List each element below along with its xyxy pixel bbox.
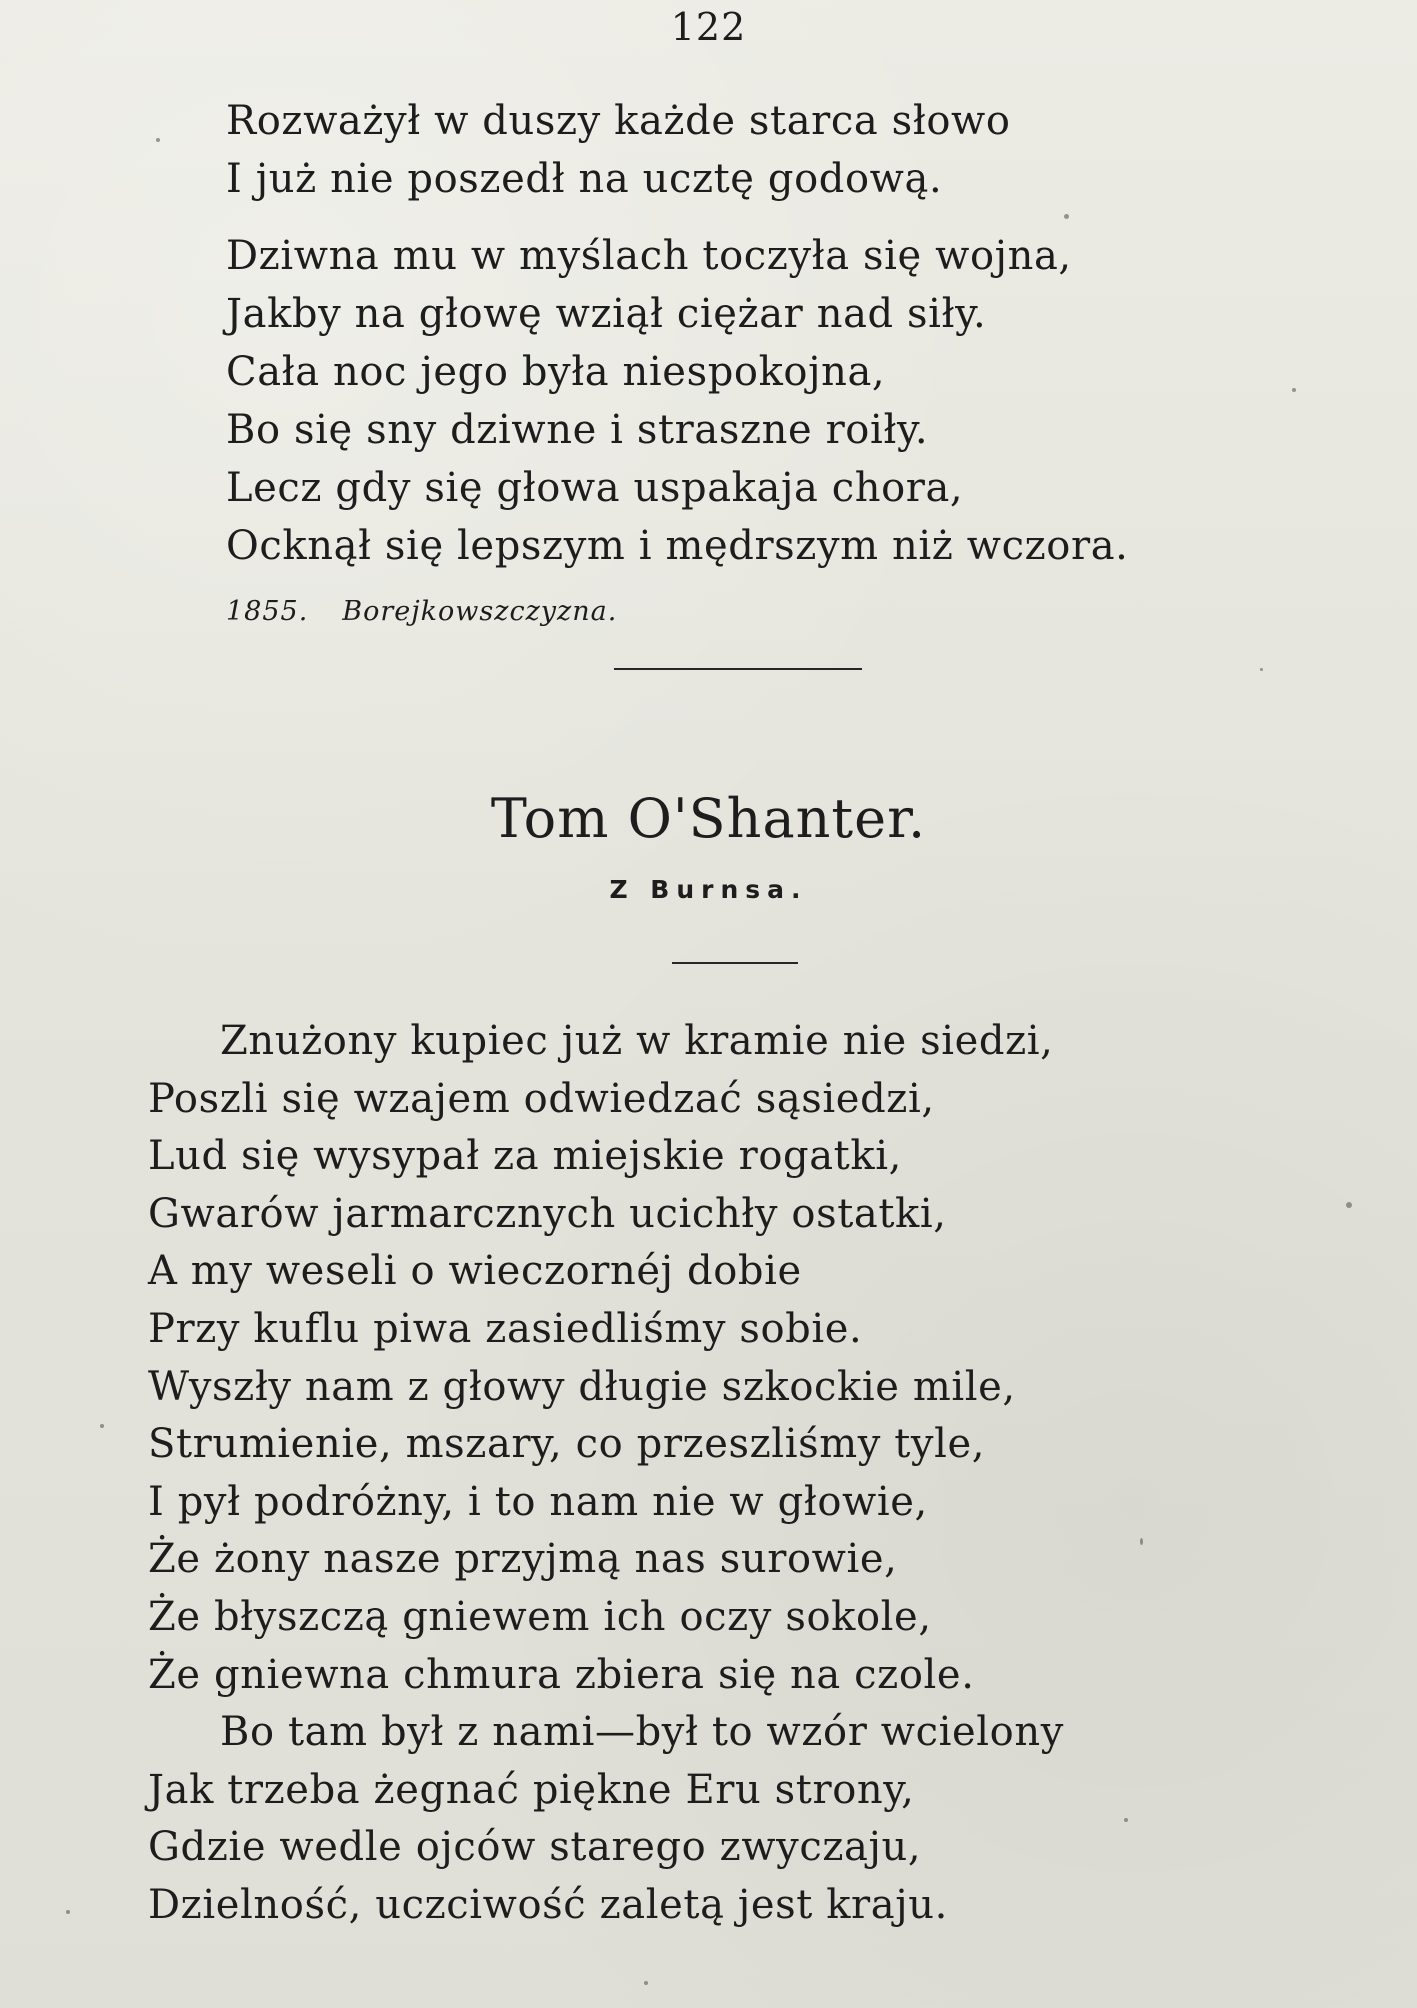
poem-line: Lud się wysypał za miejskie rogatki, — [148, 1133, 902, 1180]
paper-speck — [1260, 668, 1263, 671]
paper-speck — [100, 1424, 104, 1428]
poem-line: Przy kuflu piwa zasiedliśmy sobie. — [148, 1305, 863, 1352]
paper-speck — [66, 1910, 70, 1914]
poem-body — [148, 1018, 1064, 1943]
poem-colophon — [226, 596, 617, 627]
poem-line: Znużony kupiec już w kramie nie siedzi, — [220, 1018, 1054, 1064]
previous-poem-stanza-2 — [226, 233, 1129, 584]
poem-date: 1855. — [226, 596, 309, 627]
poem-line: Strumienie, mszary, co przeszliśmy tyle, — [148, 1421, 986, 1468]
poem-line: Ocknął się lepszym i mędrszym niż wczora. — [226, 523, 1129, 569]
poem-line: Że błyszczą gniewem ich oczy sokole, — [148, 1593, 932, 1640]
paper-speck — [1064, 214, 1069, 219]
poem-line: Rozważył w duszy każde starca słowo — [226, 98, 1011, 144]
poem-line: Gdzie wedle ojców starego zwyczaju, — [148, 1824, 922, 1871]
paper-speck — [1140, 1538, 1143, 1545]
poem-line: Jakby na głowę wziął ciężar nad siły. — [226, 291, 987, 337]
poem-line: Bo tam był z nami—był to wzór wcielony — [220, 1709, 1064, 1756]
previous-poem-stanza-1 — [226, 98, 1011, 217]
poem-line: Lecz gdy się głowa uspakaja chora, — [226, 465, 964, 511]
poem-line: Dziwna mu w myślach toczyła się wojna, — [226, 233, 1072, 279]
poem-line: Wyszły nam z głowy długie szkockie mile, — [148, 1363, 1016, 1410]
poem-line: Że gniewna chmura zbiera się na czole. — [148, 1651, 975, 1698]
paper-speck — [1346, 1202, 1352, 1208]
poem-line: Gwarów jarmarcznych ucichły ostatki, — [148, 1190, 947, 1237]
paper-speck — [1124, 1818, 1128, 1822]
poem-place: Borejkowszczyzna. — [342, 596, 618, 627]
paper-speck — [156, 138, 160, 142]
poem-title: Tom O'Shanter. — [490, 787, 927, 850]
poem-subtitle: Z Burnsa. — [609, 875, 808, 904]
paper-speck — [1292, 388, 1296, 392]
poem-line: Że żony nasze przyjmą nas surowie, — [148, 1536, 898, 1583]
poem-line: Bo się sny dziwne i straszne roiły. — [226, 407, 929, 453]
paper-speck — [644, 1981, 648, 1985]
poem-line: I pył podróżny, i to nam nie w głowie, — [148, 1478, 928, 1525]
section-divider — [614, 668, 862, 670]
poem-line: Poszli się wzajem odwiedzać sąsiedzi, — [148, 1075, 935, 1122]
page-number: 122 — [670, 5, 747, 49]
poem-line: Dzielność, uczciwość zaletą jest kraju. — [148, 1881, 948, 1928]
poem-line: Jak trzeba żegnać piękne Eru strony, — [148, 1766, 915, 1813]
poem-line: I już nie poszedł na ucztę godową. — [226, 156, 943, 202]
poem-line: A my weseli o wieczornéj dobie — [148, 1248, 802, 1295]
title-divider — [672, 962, 798, 964]
poem-line: Cała noc jego była niespokojna, — [226, 349, 886, 395]
